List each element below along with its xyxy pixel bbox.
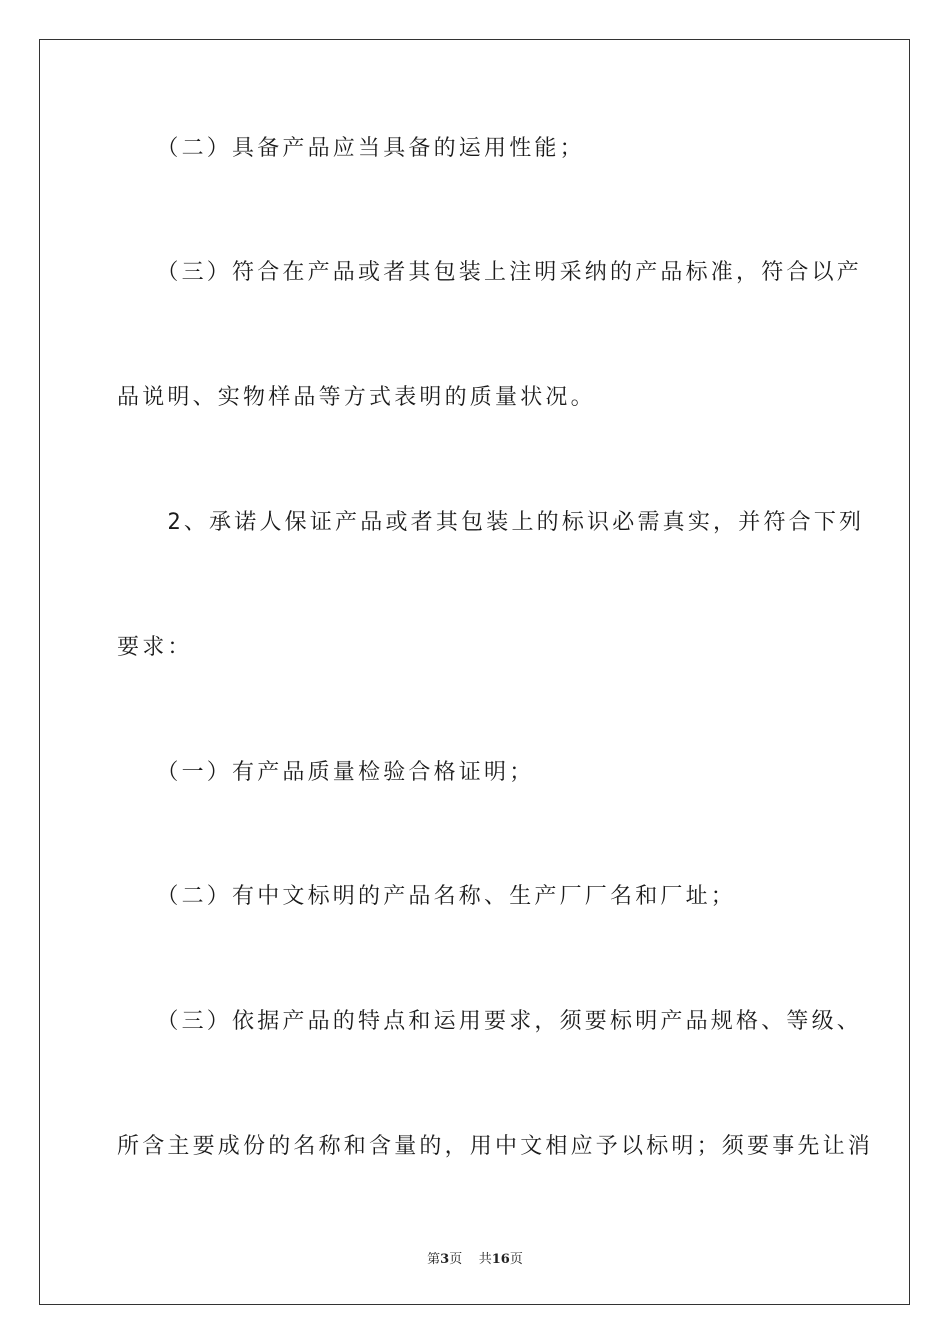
total-pages: 16	[491, 1252, 510, 1267]
paragraph-line: 所含主要成份的名称和含量的，用中文相应予以标明；须要事先让消	[117, 1134, 874, 1159]
paragraph-line: （三）依据产品的特点和运用要求，须要标明产品规格、等级、	[117, 1009, 863, 1034]
page-border	[39, 39, 910, 1305]
page-suffix: 页	[449, 1252, 463, 1267]
paragraph-line: 2、承诺人保证产品或者其包装上的标识必需真实，并符合下列	[117, 510, 865, 535]
total-suffix: 页	[509, 1252, 523, 1267]
paragraph-line: （三）符合在产品或者其包装上注明采纳的产品标准，符合以产	[117, 260, 863, 285]
paragraph-line: （二）有中文标明的产品名称、生产厂厂名和厂址；	[117, 884, 737, 909]
paragraph-line: 要求：	[117, 635, 193, 660]
page-prefix: 第	[427, 1252, 441, 1267]
paragraph-line: 品说明、实物样品等方式表明的质量状况。	[117, 385, 596, 410]
paragraph-line: （一）有产品质量检验合格证明；	[117, 760, 535, 785]
total-prefix: 共	[478, 1252, 492, 1267]
page-footer	[0, 1248, 950, 1267]
page-number: 3	[440, 1252, 450, 1267]
paragraph-line: （二）具备产品应当具备的运用性能；	[117, 136, 585, 161]
